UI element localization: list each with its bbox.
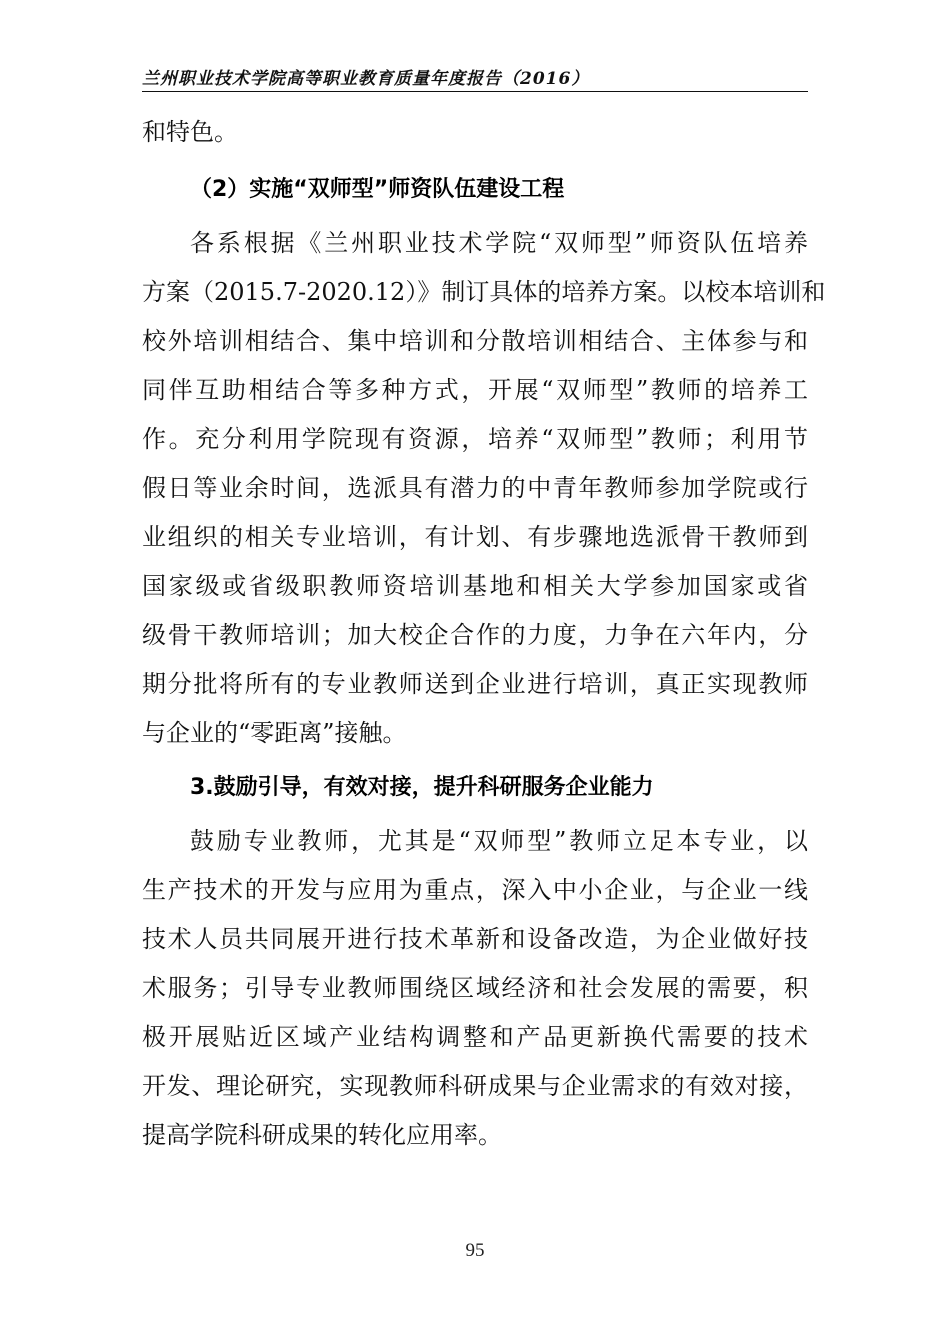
body-line: 方案（2015.7-2020.12）》制订具体的培养方案。以校本培训和 [142,278,826,306]
body-line: 开发、理论研究，实现教师科研成果与企业需求的有效对接， [142,1072,808,1100]
body-line: 提高学院科研成果的转化应用率。 [142,1121,502,1149]
body-line: 国家级或省级职教师资培训基地和相关大学参加国家或省 [142,572,808,600]
body-line: 极开展贴近区域产业结构调整和产品更新换代需要的技术 [142,1023,808,1051]
section-heading: （2）实施“双师型”师资队伍建设工程 [190,177,565,202]
body-line: 技术人员共同展开进行技术革新和设备改造，为企业做好技 [142,925,808,953]
body-line: 假日等业余时间，选派具有潜力的中青年教师参加学院或行 [142,474,808,502]
page-number: 95 [465,1240,485,1261]
section-heading: 3.鼓励引导，有效对接，提升科研服务企业能力 [190,775,654,800]
body-line: 作。充分利用学院现有资源，培养“双师型”教师；利用节 [142,425,808,453]
body-line: 业组织的相关专业培训，有计划、有步骤地选派骨干教师到 [142,523,808,551]
body-line: 校外培训相结合、集中培训和分散培训相结合、主体参与和 [142,327,808,355]
body-line: 同伴互助相结合等多种方式，开展“双师型”教师的培养工 [142,376,808,404]
body-line: 期分批将所有的专业教师送到企业进行培训，真正实现教师 [142,670,808,698]
body-line: 鼓励专业教师，尤其是“双师型”教师立足本专业，以 [190,827,808,855]
running-header: 兰州职业技术学院高等职业教育质量年度报告（2016） [142,69,590,89]
body-line: 各系根据《兰州职业技术学院“双师型”师资队伍培养 [190,229,808,257]
body-line: 和特色。 [142,118,238,146]
body-line: 生产技术的开发与应用为重点，深入中小企业，与企业一线 [142,876,808,904]
body-line: 与企业的“零距离”接触。 [142,719,407,747]
body-line: 术服务；引导专业教师围绕区域经济和社会发展的需要，积 [142,974,808,1002]
header-rule [142,91,808,92]
body-line: 级骨干教师培训；加大校企合作的力度，力争在六年内，分 [142,621,808,649]
